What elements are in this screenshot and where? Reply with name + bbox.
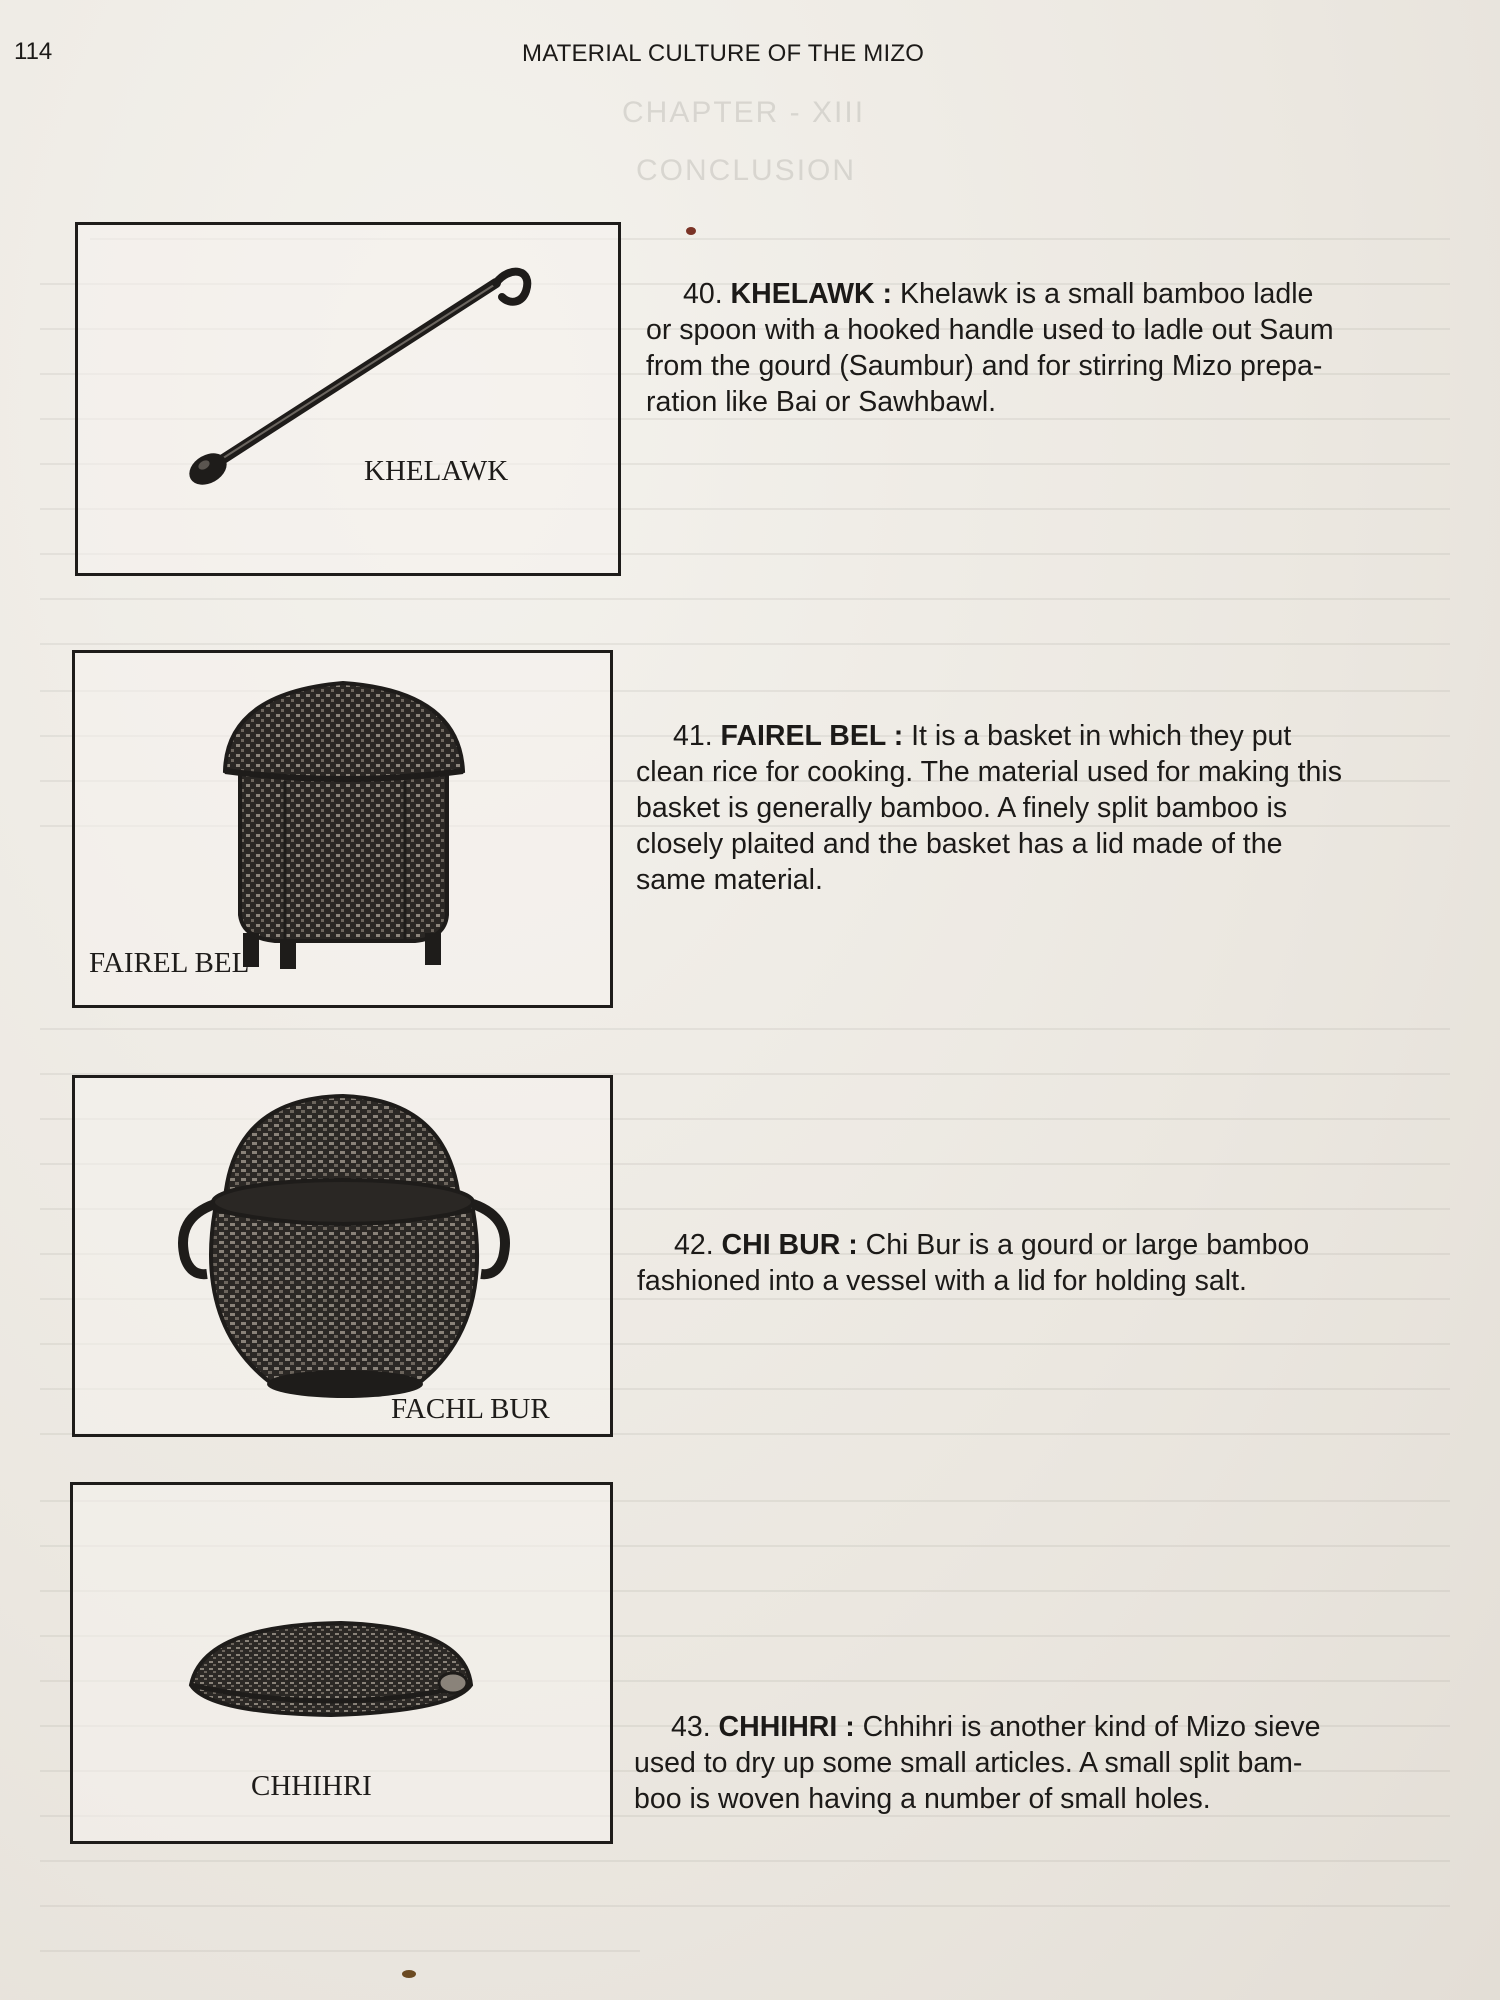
- show-through-chapter-heading: CHAPTER - XIII: [622, 96, 866, 129]
- entry-40-khelawk: [646, 276, 1446, 420]
- entry-number: 40.: [683, 278, 723, 310]
- figure-fairel-bel: [72, 650, 613, 1008]
- entry-text-line: fashioned into a vessel with a lid for holding salt.: [637, 1265, 1247, 1297]
- entry-text-line: or spoon with a hooked handle used to ladle out Saum: [646, 314, 1334, 346]
- entry-42-chi-bur: [637, 1227, 1447, 1299]
- entry-term: CHHIHRI :: [718, 1711, 855, 1743]
- ink-speck: [686, 227, 696, 235]
- entry-text-line: Chhihri is another kind of Mizo sieve: [862, 1711, 1321, 1743]
- figure-label-khelawk: KHELAWK: [364, 455, 509, 487]
- entry-term: FAIREL BEL :: [720, 720, 904, 752]
- entry-term: CHI BUR :: [721, 1229, 858, 1261]
- figure-label-chhihri: CHHIHRI: [251, 1770, 372, 1802]
- entry-text-line: ration like Bai or Sawhbawl.: [646, 386, 997, 418]
- entry-number: 42.: [674, 1229, 714, 1261]
- entry-text-line: clean rice for cooking. The material used for making this: [636, 756, 1342, 788]
- entry-number: 41.: [673, 720, 713, 752]
- show-through-conclusion-heading: CONCLUSION: [636, 154, 857, 187]
- entry-text-line: from the gourd (Saumbur) and for stirring Mizo prepa-: [646, 350, 1323, 382]
- figure-fachl-bur: [72, 1075, 613, 1437]
- running-head: MATERIAL CULTURE OF THE MIZO: [522, 40, 925, 67]
- entry-text-line: used to dry up some small articles. A small split bam-: [634, 1747, 1303, 1779]
- page-number: 114: [14, 38, 53, 65]
- ink-speck: [402, 1970, 416, 1978]
- entry-text-line: basket is generally bamboo. A finely split bamboo is: [636, 792, 1288, 824]
- gourd-vessel-illustration: [75, 1078, 616, 1440]
- entry-43-chhihri: [634, 1709, 1444, 1817]
- entry-text-line: closely plaited and the basket has a lid made of the: [636, 828, 1283, 860]
- figure-label-fachl-bur: FACHL BUR: [391, 1393, 550, 1425]
- figure-chhihri: [70, 1482, 613, 1844]
- figure-khelawk: [75, 222, 621, 576]
- entry-text-line: Chi Bur is a gourd or large bamboo: [865, 1229, 1310, 1261]
- entry-text-line: same material.: [636, 864, 823, 896]
- entry-number: 43.: [671, 1711, 711, 1743]
- ladle-illustration: [78, 225, 624, 579]
- entry-text-line: Khelawk is a small bamboo ladle: [899, 278, 1314, 310]
- entry-term: KHELAWK :: [730, 278, 893, 310]
- figure-label-fairel-bel: FAIREL BEL: [89, 947, 250, 979]
- entry-text-line: boo is woven having a number of small holes.: [634, 1783, 1211, 1815]
- entry-text-line: It is a basket in which they put: [911, 720, 1292, 752]
- entry-41-fairel-bel: [636, 718, 1446, 898]
